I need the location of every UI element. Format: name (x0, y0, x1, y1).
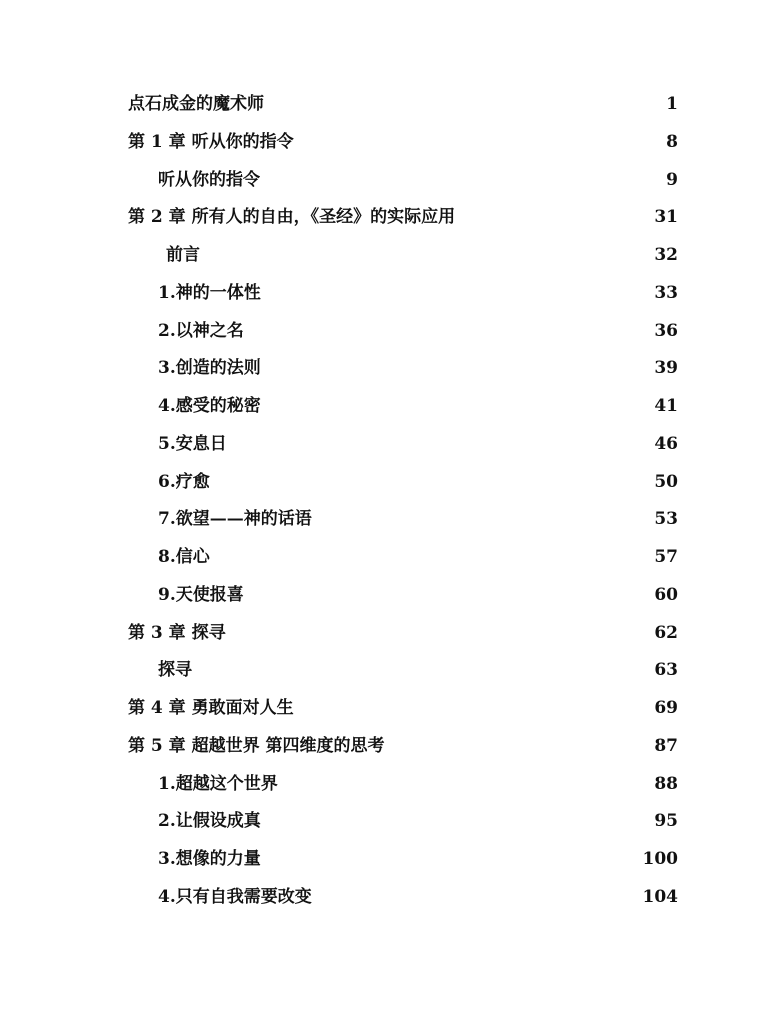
toc-entry[interactable] (128, 577, 678, 615)
toc-entry[interactable] (128, 124, 678, 162)
toc-entry-page: 104 (642, 886, 678, 907)
toc-entry-title: 2.以神之名 (158, 320, 244, 341)
toc-entry-page: 62 (654, 622, 678, 643)
toc-entry-page: 53 (654, 509, 678, 530)
toc-entry-page: 100 (642, 849, 678, 869)
toc-entry-page: 50 (654, 471, 678, 492)
toc-entry-title: 8.信心 (158, 547, 210, 567)
toc-entry[interactable] (128, 652, 678, 690)
toc-entry-page: 41 (654, 396, 678, 416)
toc-entry-title: 5.安息日 (158, 433, 227, 454)
toc-entry[interactable] (128, 766, 678, 804)
toc-entry-title: 第 1 章 听从你的指令 (128, 131, 294, 152)
toc-entry-title: 9.天使报喜 (158, 584, 244, 605)
toc-entry[interactable] (128, 426, 678, 464)
toc-entry[interactable] (128, 501, 678, 539)
toc-entry[interactable] (128, 313, 678, 351)
toc-entry-page: 36 (654, 320, 678, 341)
toc-entry[interactable] (128, 879, 678, 917)
toc-entry-title: 探寻 (158, 660, 192, 681)
toc-entry[interactable] (128, 275, 678, 313)
toc-entry-page: 69 (654, 698, 678, 718)
toc-entry-page: 31 (654, 207, 678, 228)
toc-entry[interactable] (128, 464, 678, 502)
toc-entry-title: 4.感受的秘密 (158, 396, 261, 416)
toc-entry-page: 32 (654, 245, 678, 265)
toc-entry-page: 46 (654, 433, 678, 454)
toc-entry-title: 7.欲望——神的话语 (158, 509, 312, 530)
toc-entry-page: 63 (654, 660, 678, 681)
toc-entry[interactable] (128, 841, 678, 879)
toc-entry[interactable] (128, 237, 678, 275)
toc-entry[interactable] (128, 803, 678, 841)
toc-entry-page: 39 (654, 358, 678, 379)
toc-entry-title: 1.超越这个世界 (158, 773, 278, 794)
toc-entry-page: 95 (654, 811, 678, 832)
toc-entry-title: 6.疗愈 (158, 471, 210, 492)
table-of-contents (128, 86, 678, 917)
toc-entry-title: 点石成金的魔术师 (128, 94, 264, 114)
toc-entry-title: 第 2 章 所有人的自由，《圣经》的实际应用 (128, 207, 456, 228)
toc-entry-title: 听从你的指令 (158, 169, 260, 190)
toc-entry[interactable] (128, 615, 678, 653)
toc-entry-title: 第 4 章 勇敢面对人生 (128, 698, 294, 718)
toc-entry-title: 2.让假设成真 (158, 811, 261, 832)
toc-entry-page: 9 (666, 169, 678, 190)
toc-entry-title: 第 3 章 探寻 (128, 622, 226, 643)
toc-entry[interactable] (128, 388, 678, 426)
toc-entry-page: 8 (666, 131, 678, 152)
toc-entry-page: 87 (654, 735, 678, 756)
toc-entry[interactable] (128, 199, 678, 237)
toc-entry-title: 1.神的一体性 (158, 282, 261, 303)
toc-entry-title: 3.创造的法则 (158, 358, 261, 379)
toc-entry-title: 前言 (166, 245, 200, 265)
toc-entry[interactable] (128, 350, 678, 388)
toc-entry[interactable] (128, 728, 678, 766)
toc-entry[interactable] (128, 162, 678, 200)
toc-entry-page: 60 (654, 584, 678, 605)
toc-entry-page: 88 (654, 773, 678, 794)
toc-entry-title: 3.想像的力量 (158, 849, 261, 869)
toc-entry-page: 57 (654, 547, 678, 567)
toc-entry[interactable] (128, 690, 678, 728)
toc-entry[interactable] (128, 539, 678, 577)
toc-entry-page: 1 (666, 94, 678, 114)
toc-entry-title: 第 5 章 超越世界 第四维度的思考 (128, 735, 385, 756)
toc-entry-title: 4.只有自我需要改变 (158, 886, 312, 907)
toc-entry[interactable] (128, 86, 678, 124)
toc-entry-page: 33 (654, 282, 678, 303)
